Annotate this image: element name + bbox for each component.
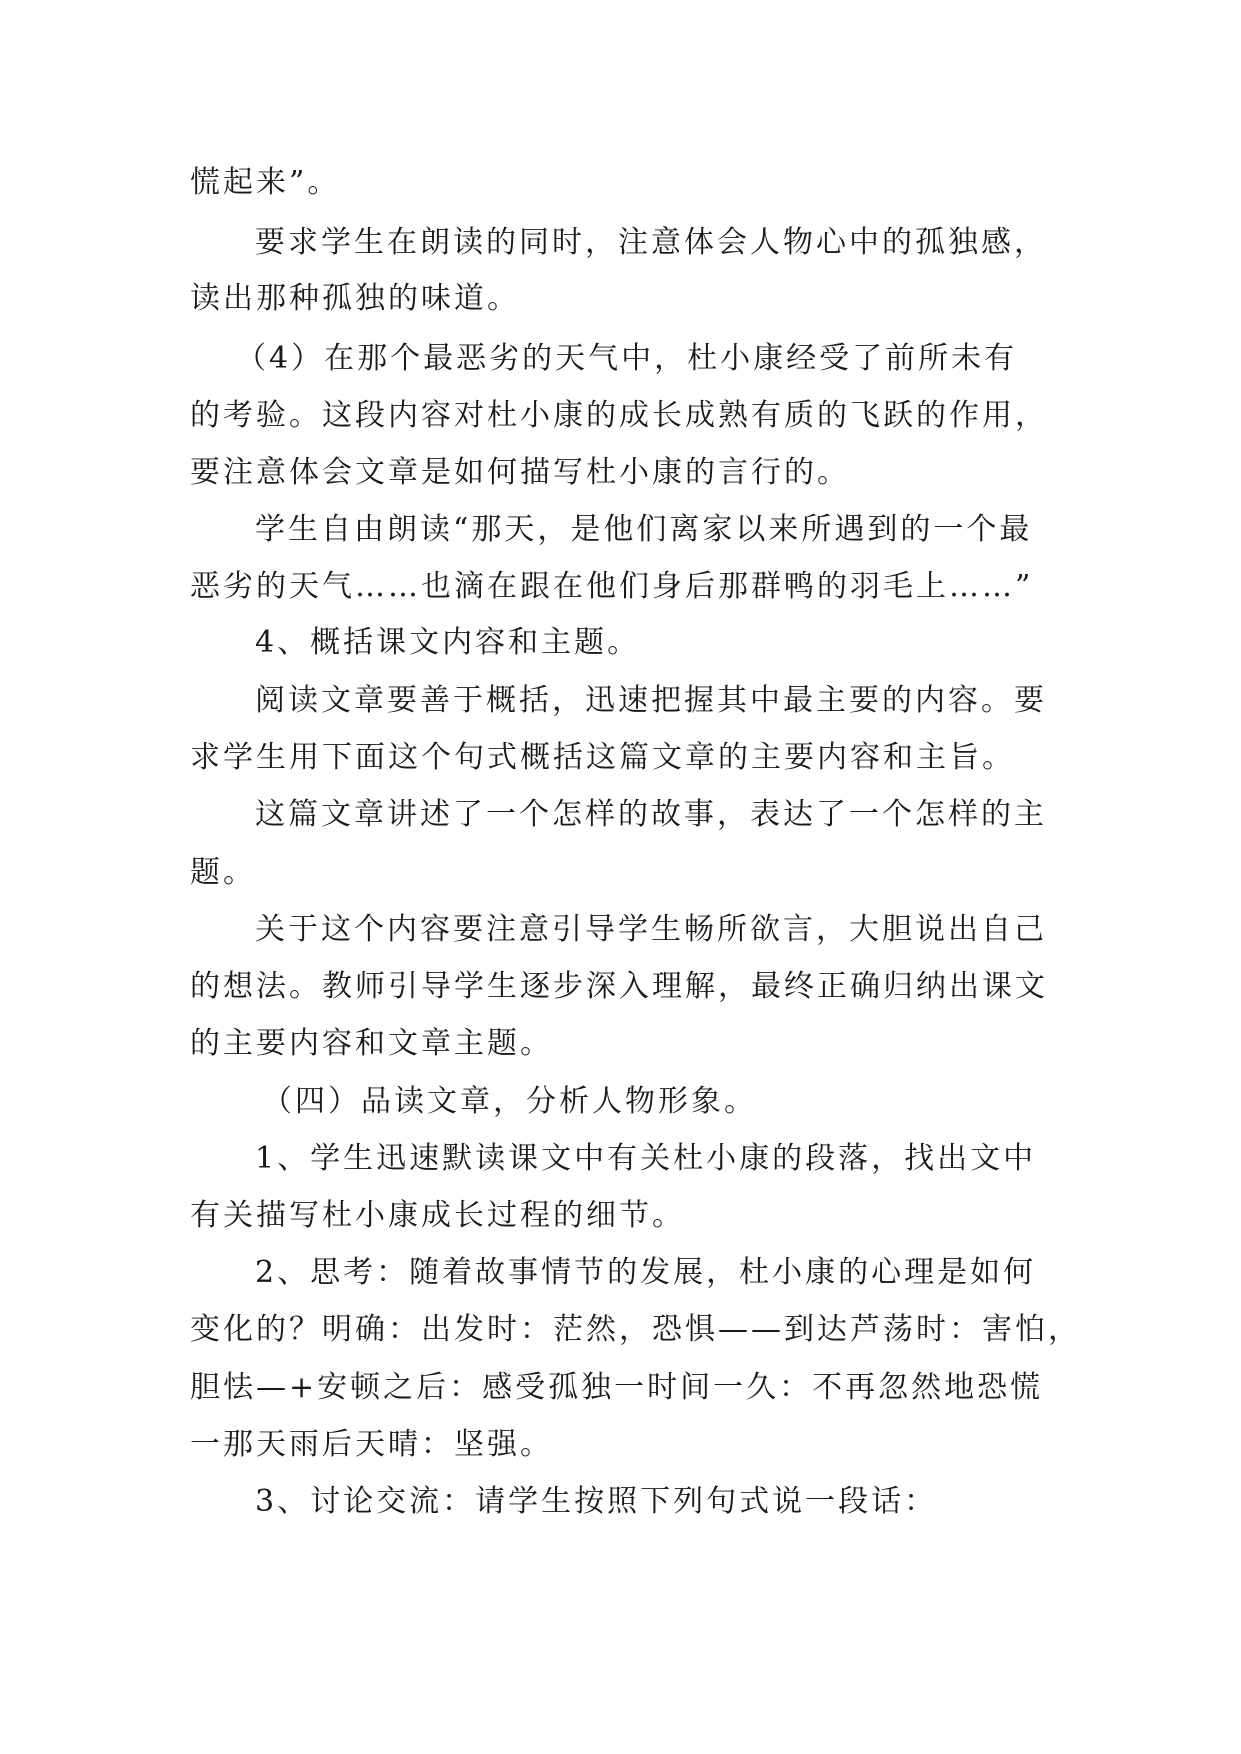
- text-line: 关于这个内容要注意引导学生畅所欲言，大胆说出自己: [255, 912, 1047, 947]
- text-line: 胆怯—+安顿之后：感受孤独一时间一久：不再忽然地恐慌: [190, 1370, 1044, 1405]
- text-line: 3、讨论交流：请学生按照下列句式说一段话：: [255, 1484, 938, 1519]
- text-line: 慌起来”。: [190, 165, 341, 200]
- text-line: 学生自由朗读“那天，是他们离家以来所遇到的一个最: [255, 512, 1033, 547]
- text-line: 4、概括课文内容和主题。: [255, 625, 641, 660]
- text-line: 恶劣的天气……也滴在跟在他们身后那群鸭的羽毛上……”: [190, 569, 1034, 604]
- text-line: 一那天雨后天晴：坚强。: [190, 1427, 553, 1462]
- text-line: 这篇文章讲述了一个怎样的故事，表达了一个怎样的主: [255, 797, 1047, 832]
- text-line: 题。: [190, 855, 256, 890]
- text-line: 要求学生在朗读的同时，注意体会人物心中的孤独感，: [255, 225, 1047, 260]
- text-line: 阅读文章要善于概括，迅速把握其中最主要的内容。要: [255, 683, 1047, 718]
- text-line: （四）品读文章，分析人物形象。: [262, 1084, 757, 1119]
- text-line: 读出那种孤独的味道。: [190, 281, 520, 316]
- text-line: 有关描写杜小康成长过程的细节。: [190, 1198, 685, 1233]
- text-line: 1、学生迅速默读课文中有关杜小康的段落，找出文中: [255, 1141, 1037, 1176]
- text-line: 的主要内容和文章主题。: [190, 1026, 553, 1061]
- text-line: 求学生用下面这个句式概括这篇文章的主要内容和主旨。: [190, 740, 1015, 775]
- text-line: 的考验。这段内容对杜小康的成长成熟有质的飞跃的作用，: [190, 398, 1048, 433]
- text-line: 2、思考：随着故事情节的发展，杜小康的心理是如何: [255, 1255, 1037, 1290]
- text-line: （4）在那个最恶劣的天气中，杜小康经受了前所未有: [236, 341, 1018, 376]
- text-line: 的想法。教师引导学生逐步深入理解，最终正确归纳出课文: [190, 969, 1048, 1004]
- text-line: 变化的？明确：出发时：茫然，恐惧——到达芦荡时：害怕，: [190, 1312, 1081, 1347]
- text-line: 要注意体会文章是如何描写杜小康的言行的。: [190, 455, 850, 490]
